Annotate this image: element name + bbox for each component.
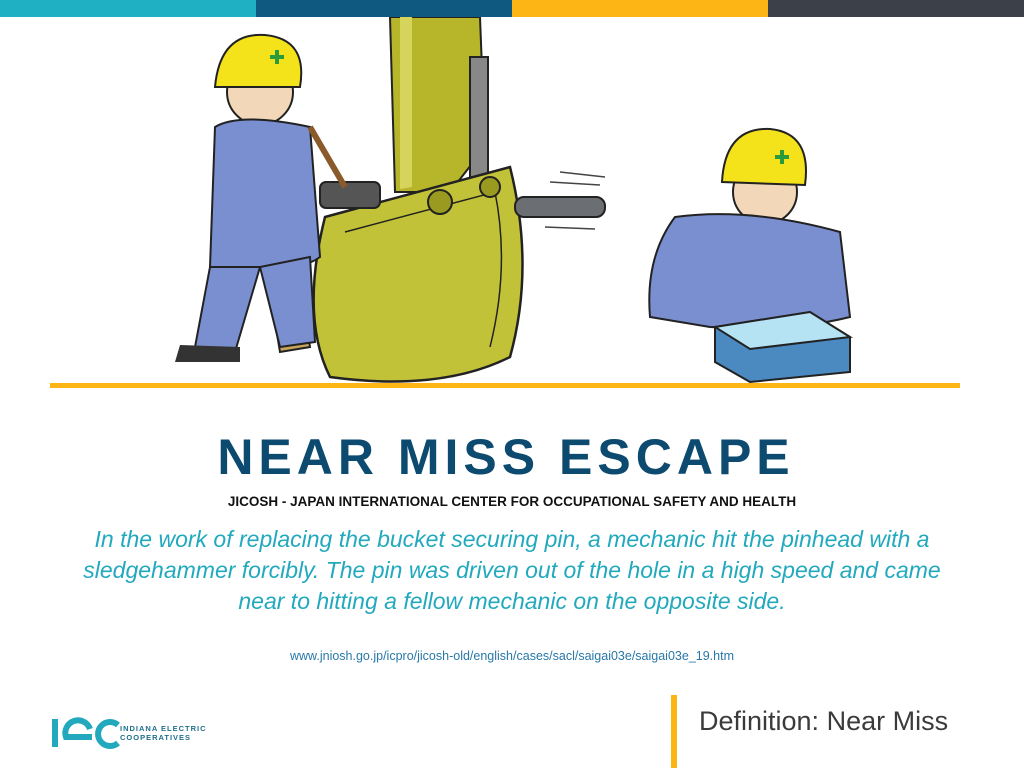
footer-definition-label: Definition: Near Miss [699, 706, 949, 736]
top-bar-segment-charcoal [768, 0, 1024, 17]
incident-description: In the work of replacing the bucket securing pin, a mechanic hit the pinhead with a sledgehammer forcibly. The pin was driven out of the hole in a high speed and came near to hitting a fellow mechanic on the opposite side. [83, 526, 941, 614]
logo-line-1: INDIANA ELECTRIC [120, 724, 207, 733]
page-title: NEAR MISS ESCAPE [217, 429, 795, 485]
footer-accent-bar [671, 695, 677, 768]
gold-divider-line [50, 383, 960, 388]
top-bar-segment-gold [512, 0, 768, 17]
source-url-link[interactable]: www.jniosh.go.jp/icpro/jicosh-old/english/cases/sacl/saigai03e/saigai03e_19.htm [289, 649, 734, 663]
top-bar-segment-cyan [0, 0, 256, 17]
top-color-bar [0, 0, 1024, 17]
logo-wordmark [120, 724, 207, 742]
excavator-bucket-workers-illustration [150, 17, 880, 385]
top-bar-segment-navy [256, 0, 512, 17]
source-attribution: JICOSH - JAPAN INTERNATIONAL CENTER FOR OCCUPATIONAL SAFETY AND HEALTH [227, 494, 797, 509]
logo-line-2: COOPERATIVES [120, 733, 192, 742]
